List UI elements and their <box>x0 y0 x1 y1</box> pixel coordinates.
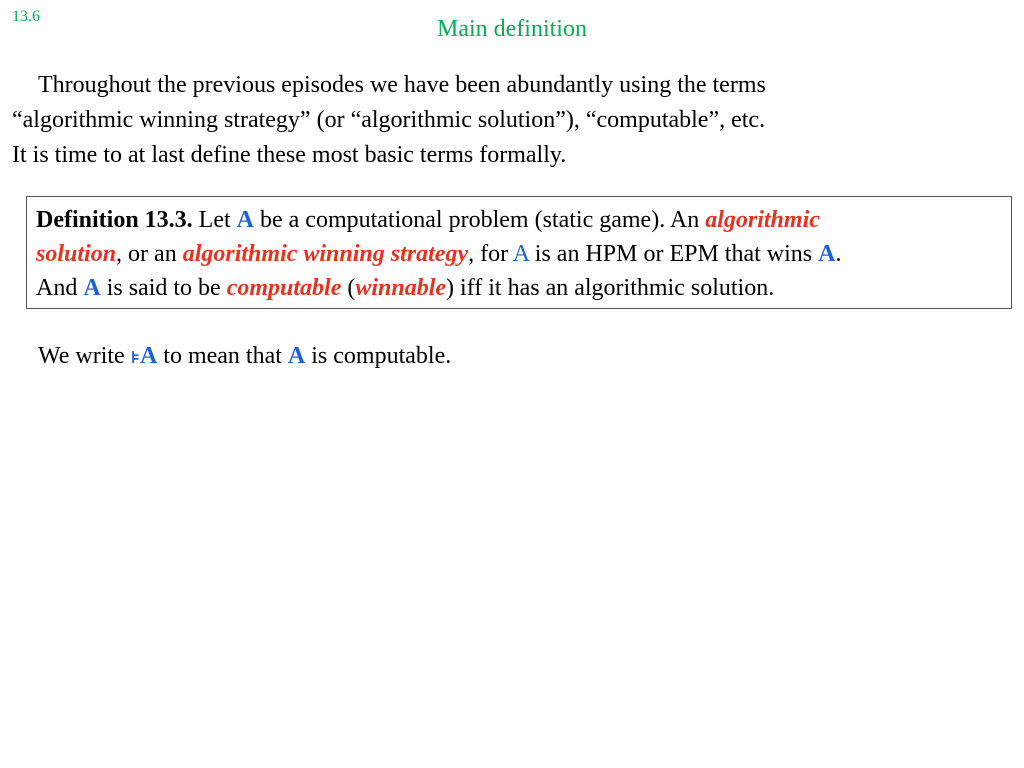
definition-text: ) iff it has an algorithmic solution. <box>446 275 775 301</box>
slide-number: 13.6 <box>12 8 40 25</box>
intro-paragraph <box>12 68 1012 173</box>
term-solution: solution <box>36 241 117 267</box>
definition-text: . <box>835 241 842 267</box>
intro-line-2: “algorithmic winning strategy” (or “algorithmic solution”), “computable”, etc. <box>12 107 766 133</box>
intro-line-1: Throughout the previous episodes we have been abundantly using the terms <box>38 72 766 98</box>
slide-title: Main definition <box>437 16 587 42</box>
problem-symbol: A <box>236 207 254 233</box>
definition-label: Definition 13.3. <box>36 207 193 233</box>
definition-text: be a computational problem (static game). An <box>254 207 706 233</box>
problem-symbol: A <box>139 343 158 369</box>
problem-symbol: A <box>83 275 101 301</box>
term-algorithmic-winning-strategy: algorithmic winning strategy <box>182 241 469 267</box>
definition-line-1 <box>36 203 1001 237</box>
term-computable: computable <box>226 275 342 301</box>
term-algorithmic: algorithmic <box>705 207 820 233</box>
problem-symbol: A <box>512 241 529 267</box>
problem-symbol: A <box>287 343 306 369</box>
definition-line-3 <box>36 271 1001 305</box>
note-text: We write <box>38 343 131 369</box>
intro-line-3: It is time to at last define these most basic terms formally. <box>12 142 567 168</box>
notation-note <box>38 339 451 375</box>
definition-box <box>26 196 1012 309</box>
definition-text: And <box>36 275 84 301</box>
definition-text: is said to be <box>100 275 227 301</box>
definition-line-2 <box>36 237 1001 271</box>
definition-text: , for <box>468 241 513 267</box>
definition-text: , or an <box>116 241 183 267</box>
note-text: to mean that <box>157 343 288 369</box>
models-symbol: ⊧ <box>130 348 140 368</box>
term-winnable: winnable <box>355 275 447 301</box>
problem-symbol: A <box>818 241 836 267</box>
note-text: is computable. <box>305 343 452 369</box>
definition-text: ( <box>341 275 356 301</box>
definition-text: is an HPM or EPM that wins <box>528 241 819 267</box>
definition-text: Let <box>192 207 237 233</box>
